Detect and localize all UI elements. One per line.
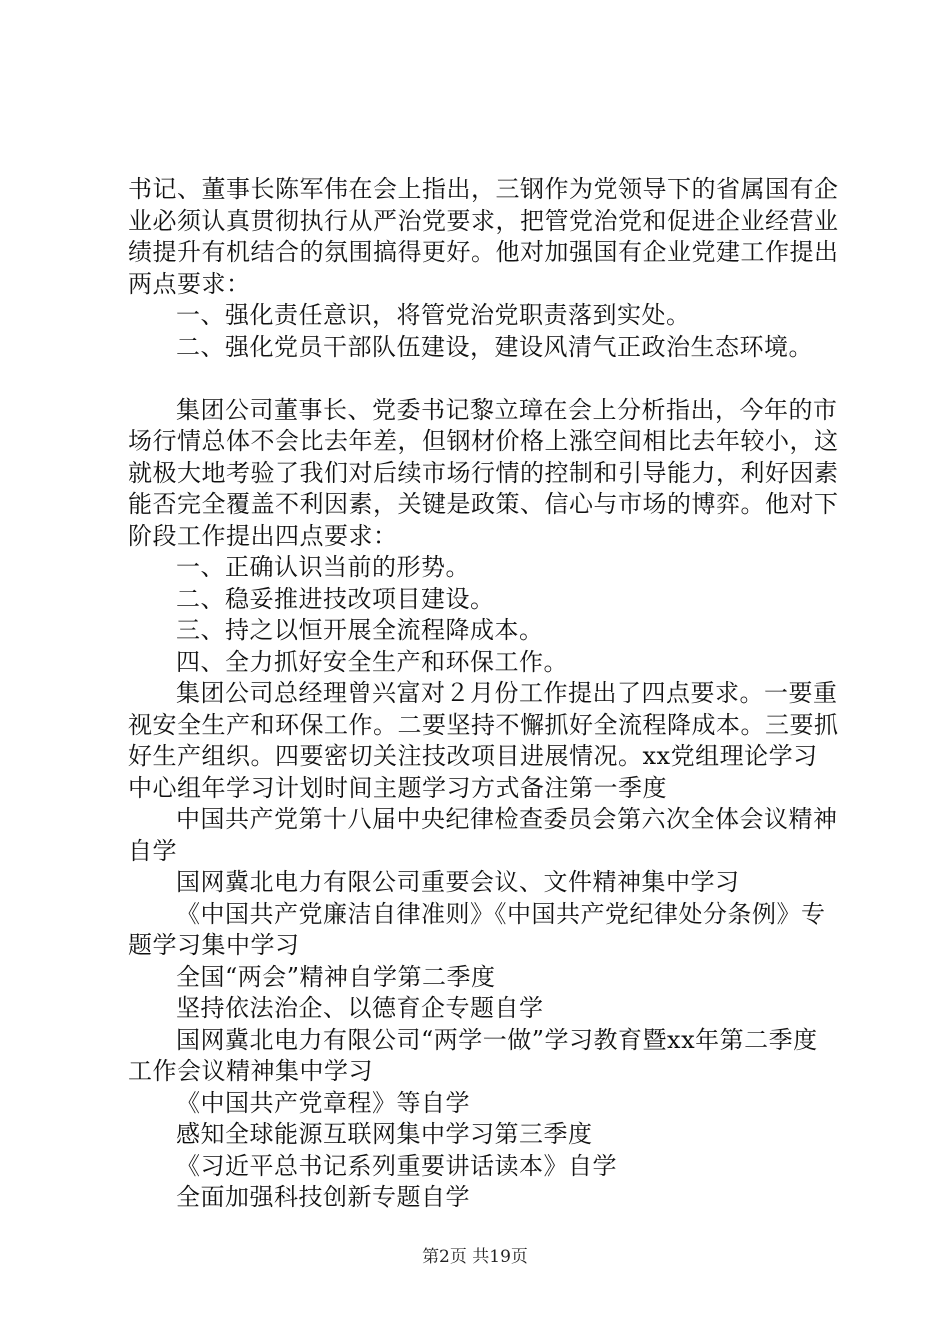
paragraph-14: 全国“两会”精神自学第二季度 (176, 962, 496, 991)
paragraph-8: 三、持之以恒开展全流程降成本。 (176, 616, 544, 644)
paragraph-1: 书记、董事长陈军伟在会上指出，三钢作为党领导下的省属国有企业必须认真贯彻执行从严治党要求，把管党治党和促进企业经营业绩提升有机结合的氛围搞得更好。他对加强国有企业党建工作提出两点要求： (128, 175, 839, 298)
paragraph-5: 集团公司董事长、党委书记黎立璋在会上分析指出，今年的市场行情总体不会比去年差，但钢材价格上涨空间相比去年较小，这就极大地考验了我们对后续市场行情的控制和引导能力，利好因素能否完全覆盖不利因素，关键是政策、信心与市场的博弈。他对下阶段工作提出四点要求： (128, 395, 839, 550)
paragraph-6: 一、正确认识当前的形势。 (176, 553, 470, 581)
page-footer: 第2页 共19页 (422, 1247, 528, 1267)
blank-line (128, 363, 840, 395)
paragraph-9: 四、全力抓好安全生产和环保工作。 (176, 647, 568, 676)
paragraph-16: 国网冀北电力有限公司“两学一做”学习教育暨xx年第二季度工作会议精神集中学习 (128, 1025, 818, 1085)
paragraph-15: 坚持依法治企、以德育企专题自学 (176, 994, 544, 1022)
paragraph-20: 全面加强科技创新专题自学 (176, 1183, 470, 1211)
paragraph-12: 国网冀北电力有限公司重要会议、文件精神集中学习 (176, 868, 740, 896)
paragraph-11: 中国共产党第十八届中央纪律检查委员会第六次全体会议精神自学 (128, 805, 838, 865)
paragraph-10: 集团公司总经理曾兴富对２月份工作提出了四点要求。一要重视安全生产和环保工作。二要坚持不懈抓好全流程降成本。三要抓好生产组织。四要密切关注技改项目进展情况。xx党组理论学习中心组年学习计划时间主题学习方式备注第一季度 (128, 679, 839, 802)
document-body (128, 174, 840, 1214)
paragraph-2: 一、强化责任意识，将管党治党职责落到实处。 (176, 301, 691, 329)
paragraph-13: 《中国共产党廉洁自律准则》《中国共产党纪律处分条例》专题学习集中学习 (128, 899, 826, 959)
paragraph-7: 二、稳妥推进技改项目建设。 (176, 584, 495, 613)
paragraph-19: 《习近平总书记系列重要讲话读本》自学 (176, 1151, 617, 1180)
paragraph-17: 《中国共产党章程》等自学 (176, 1088, 470, 1117)
paragraph-3: 二、强化党员干部队伍建设，建设风清气正政治生态环境。 (176, 332, 813, 361)
paragraph-18: 感知全球能源互联网集中学习第三季度 (176, 1120, 593, 1148)
